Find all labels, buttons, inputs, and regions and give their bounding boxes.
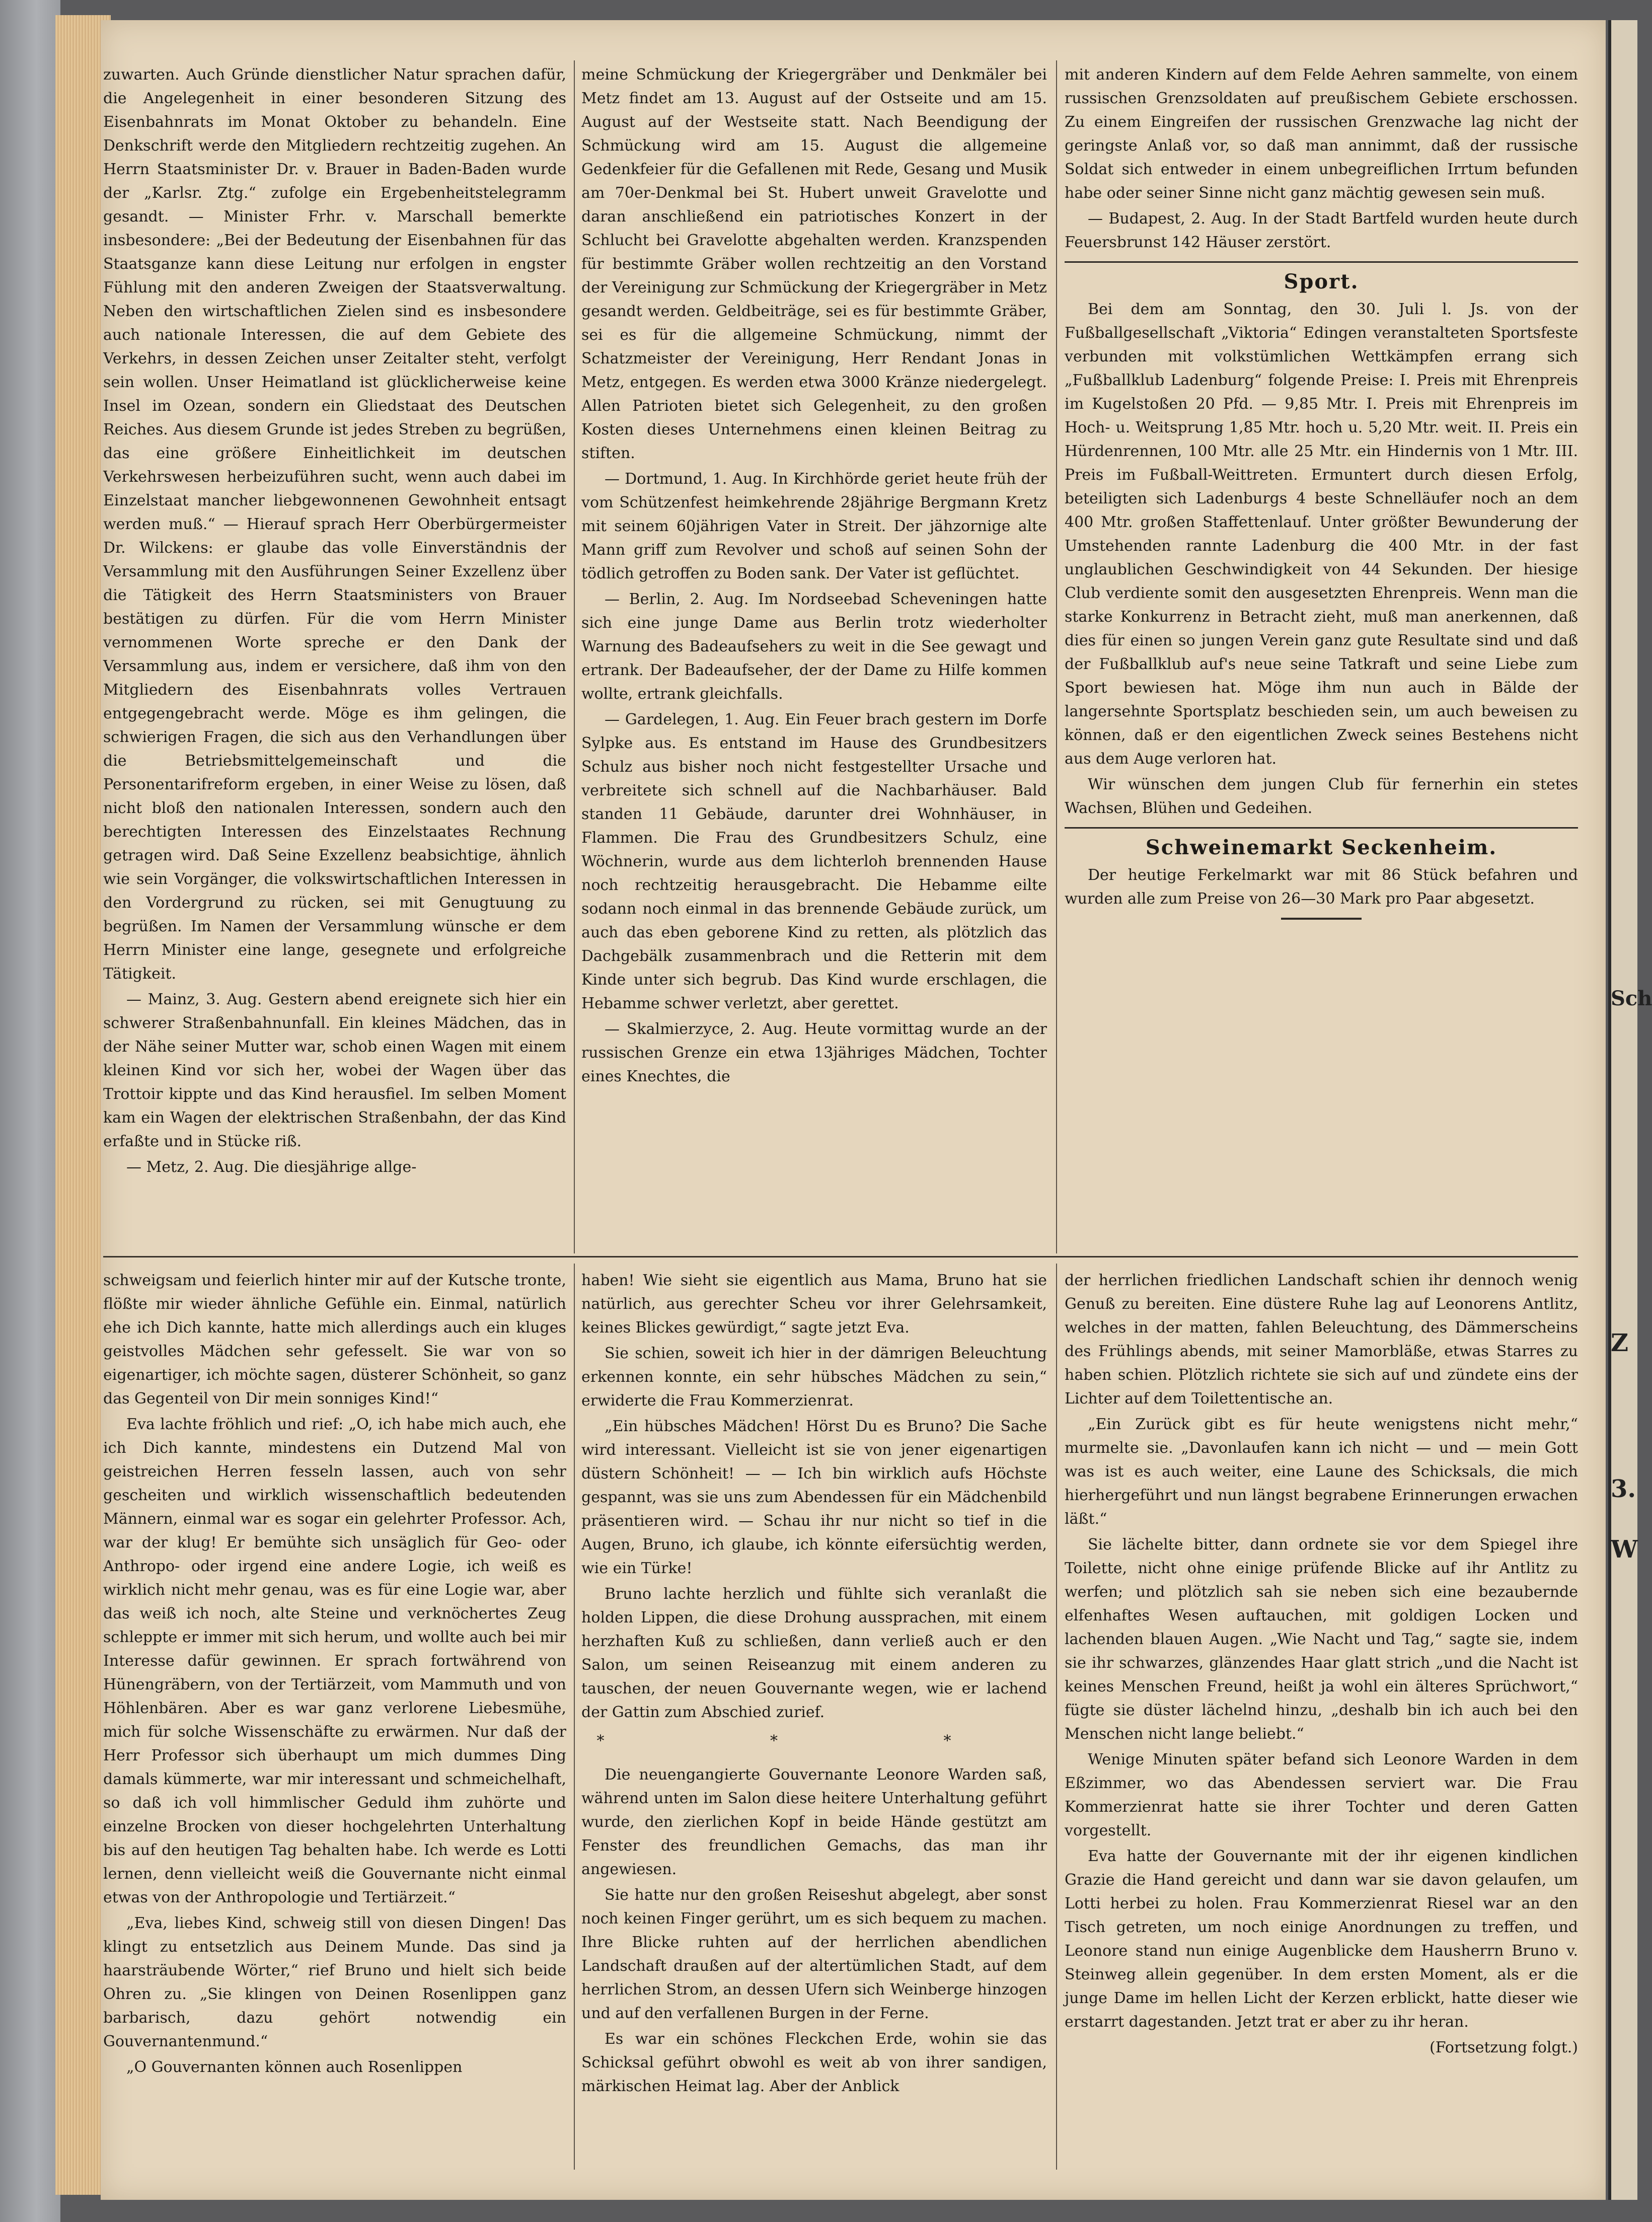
article-paragraph: meine Schmückung der Kriegergräber und Denkmäler bei Metz findet am 13. August auf der Ostseite und am 15. August auf der Westseite statt. Nach Beendigung der Schmückung wird am 15. August die allgemeine Gedenkfeier für die Gefallenen mit Rede, Gesang und Musik am 70er-Denkmal bei St. Hubert unweit Gravelotte und daran anschließend ein patriotisches Konzert in der Schlucht bei Gravelotte abgehalten werden. Kranzspenden für bestimmte Gräber wollen rechtzeitig an den Vorstand der Vereinigung zur Schmückung der Kriegergräber in Metz gesandt werden. Geldbeiträge, sei es für bestimmte Gräber, sei es für die allgemeine Schmückung, nimmt der Schatzmeister der Vereinigung, Herr Rendant Jonas in Metz, entgegen. Es werden etwa 3000 Kränze niedergelegt. Allen Patrioten bietet sich Gelegenheit, zu den großen Kosten dieses Unternehmens einen kleinen Beitrag zu stiften. [581, 66, 1047, 462]
story-paragraph: „Eva, liebes Kind, schweig still von diesen Dingen! Das klingt zu entsetzlich aus Deinem Munde. Das sind ja haarsträubende Wörter,“ rief Bruno und hielt sich beide Ohren zu. „Sie klingen von Deinen Rosenlippen ganz barbarisch, dazu gehört notwendig ein Gouvernantenmund.“ [103, 1914, 566, 2050]
article-paragraph: — Berlin, 2. Aug. Im Nordseebad Scheveningen hatte sich eine junge Dame aus Berlin trotz wiederholter Warnung des Badeaufsehers zu weit in die See gewagt und ertrank. Der Badeaufseher, der der Dame zu Hilfe kommen wollte, ertrank gleichfalls. [581, 590, 1047, 703]
section-divider [1065, 827, 1578, 829]
feuilleton-column-2 [581, 1269, 1047, 2175]
article-paragraph: Der heutige Ferkelmarkt war mit 86 Stück befahren und wurden alle zum Preise von 26—30 Mark pro Paar abgesetzt. [1065, 866, 1578, 908]
article-paragraph: — Skalmierzyce, 2. Aug. Heute vormittag wurde an der russischen Grenze ein etwa 13jähriges Mädchen, Tochter eines Knechtes, die [581, 1020, 1047, 1085]
story-paragraph: haben! Wie sieht sie eigentlich aus Mama, Bruno hat sie natürlich, aus gerechter Scheu vor ihrer Gelehrsamkeit, keines Blickes gewürdigt,“ sagte jetzt Eva. [581, 1272, 1047, 1337]
story-paragraph: Es war ein schönes Fleckchen Erde, wohin sie das Schicksal geführt obwohl es weit ab von ihrer sandigen, märkischen Heimat lag. Aber der Anblick [581, 2030, 1047, 2095]
article-paragraph: — Dortmund, 1. Aug. In Kirchhörde geriet heute früh der vom Schützenfest heimkehrende 28jährige Bergmann Kretz mit seinem 60jährigen Vater in Streit. Der jähzornige alte Mann griff zum Revolver und schoß auf seinen Sohn der tödlich getroffen zu Boden sank. Der Vater ist geflüchtet. [581, 470, 1047, 582]
story-paragraph: Sie hatte nur den großen Reiseshut abgelegt, aber sonst noch keinen Finger gerührt, um es sich bequem zu machen. Ihre Blicke ruhten auf der herrlichen abendlichen Landschaft draußen auf der altertümlichen Stadt, auf dem herrlichen Strom, an dessen Ufern sich Weinberge hinzogen und auf den verfallenen Burgen in der Ferne. [581, 1886, 1047, 2022]
column-rule [574, 60, 575, 1253]
adjacent-page-glyph: Z [1611, 1329, 1629, 1357]
column-rule [1056, 1264, 1057, 2170]
article-paragraph: Wir wünschen dem jungen Club für fernerhin ein stetes Wachsen, Blühen und Gedeihen. [1065, 776, 1578, 817]
article-paragraph: zuwarten. Auch Gründe dienstlicher Natur sprachen dafür, die Angelegenheit in einer besonderen Sitzung des Eisenbahnrats im Monat Oktober zu behandeln. Eine Denkschrift werde den Mitgliedern rechtzeitig zugehen. An Herrn Staatsminister Dr. v. Brauer in Baden-Baden wurde der „Karlsr. Ztg.“ zufolge ein Ergebenheitstelegramm gesandt. — Minister Frhr. v. Marschall bemerkte insbesondere: „Bei der Bedeutung der Eisenbahnen für das Staatsganze kann diese Leitung nur erfolgen in engster Fühlung mit den anderen Zweigen der Staatsverwaltung. Neben den wirtschaftlichen Zielen sind es insbesondere auch nationale Interessen, die auf dem Gebiete des Verkehrs, in dessen Zeichen unser Zeitalter steht, verfolgt sein wollen. Unser Heimatland ist glücklicherweise keine Insel im Ozean, sondern ein Gliedstaat des Deutschen Reiches. Aus diesem Grunde ist jedes Streben zu begrüßen, das eine größere Einheitlichkeit im deutschen Verkehrswesen herbeizuführen sucht, wenn auch dabei im Einzelstaat mancher liebgewonnenen Gewohnheit entsagt werden muß.“ — Hierauf sprach Herr Oberbürgermeister Dr. Wilckens: er glaube das volle Einverständnis der Versammlung mit den Ausführungen Seiner Exzellenz über die Tätigkeit des Herrn Staatsministers von Brauer bestätigen zu dürfen. Für die vom Herrn Minister vernommenen Worte spreche er den Dank der Versammlung aus, indem er versichere, daß ihm von den Mitgliedern des Eisenbahnrats volles Vertrauen entgegengebracht werde. Möge es ihm gelingen, die schwierigen Fragen, die sich aus den Verhandlungen über die Betriebsmittelgemeinschaft und die Personentarifreform ergeben, in einer Weise zu lösen, daß nicht bloß den nationalen Interessen, sondern auch den berechtigten Interessen des Einzelstaates Rechnung getragen wird. Daß Seine Exzellenz beabsichtige, ähnlich wie sein Vorgänger, die volkswirtschaftlichen Interessen in den Vordergrund zu rücken, sei mit Genugtuung zu begrüßen. Im Namen der Versammlung wünsche er dem Herrn Minister eine lange, gesegnete und erfolgreiche Tätigkeit. [103, 66, 566, 983]
story-paragraph: Eva lachte fröhlich und rief: „O, ich habe mich auch, ehe ich Dich kannte, mindestens ein Dutzend Mal von geistreichen Herren fesseln lassen, auch von sehr gescheiten und wirklich wissenschaftlich bedeutenden Männern, einmal war es sogar ein gelehrter Professor. Ach, war der klug! Er bemühte sich unsäglich für Geo- oder Anthropo- oder irgend eine andere Logie, ich weiß es wirklich nicht mehr genau, was es für eine Logie war, aber das weiß ich noch, alte Steine und verknöchertes Zeug schleppte er immer mit sich herum, und wollte auch bei mir Interesse dafür gewinnen. Er sprach fortwährend von Hünengräbern, von der Tertiärzeit, vom Mammuth und von Höhlenbären. Aber es war ganz verlorene Liebesmühe, mich für solche Wissenschäfte zu erwärmen. Nur daß der Herr Professor sich überhaupt um mich dummes Ding damals kümmerte, war mir interessant und schmeichelhaft, so daß ich voll himmlischer Geduld ihm zuhörte und einzelne Brocken von dieser hochgelehrten Unterhaltung bis auf den heutigen Tag behalten habe. Ich werde es Lotti lernen, denn vielleicht weiß die Gouvernante nicht einmal etwas von der Anthropologie und Tertiärzeit.“ [103, 1416, 566, 1906]
story-paragraph: „Ein Zurück gibt es für heute wenigstens nicht mehr,“ murmelte sie. „Davonlaufen kann ich nicht — und — mein Gott was ist es auch weiter, eine Laune des Schicksals, die mich hierhergeführt und nun längst begrabene Erinnerungen erwachen läßt.“ [1065, 1416, 1578, 1528]
story-paragraph: „Ein hübsches Mädchen! Hörst Du es Bruno? Die Sache wird interessant. Vielleicht ist sie von jener eigenartigen düstern Schönheit! — — Ich bin wirklich aufs Höchste gespannt, was sie uns zum Abendessen für ein Mädchenbild präsentieren wird. — Schau ihr nur nicht so tief in die Augen, Bruno, ich glaube, ich könnte eifersüchtig werden, wie ein Türke! [581, 1418, 1047, 1577]
scene-break-stars: * * * [596, 1732, 1032, 1750]
story-paragraph: Wenige Minuten später befand sich Leonore Warden in dem Eßzimmer, wo das Abendessen serviert war. Die Frau Kommerzienrat hatte sie ihrer Tochter und deren Gatten vorgestellt. [1065, 1751, 1578, 1839]
section-heading-market: Schweinemarkt Seckenheim. [1145, 836, 1497, 859]
news-column-3 [1065, 63, 1578, 1241]
story-paragraph: schweigsam und feierlich hinter mir auf der Kutsche tronte, flößte mir wieder ähnliche Gefühle ein. Einmal, natürlich ehe ich Dich kannte, hatte mich allerdings auch ein kluges geistvolles Mädchen sehr gefesselt. Sie war von so eigenartiger, ich möchte sagen, düsterer Schönheit, so ganz das Gegenteil von Dir mein sonniges Kind!“ [103, 1272, 566, 1408]
book-binding [0, 0, 60, 2222]
feuilleton-column-3 [1065, 1269, 1578, 2175]
column-rule [1056, 60, 1057, 1253]
news-column-2 [581, 63, 1047, 1241]
story-paragraph: Eva hatte der Gouvernante mit der ihr eigenen kindlichen Grazie die Hand gereicht und dann war sie davon gelaufen, um Lotti herbei zu holen. Frau Kommerzienrat Riesel war an den Tisch getreten, um noch einige Anordnungen zu treffen, und Leonore stand nun einige Augenblicke dem Hausherrn Bruno v. Steinweg allein gegenüber. In dem ersten Moment, als er die junge Dame im hellen Licht der Kerzen erblickt, hatte dieser wie erstarrt dagestanden. Jetzt trat er aber zu ihr heran. [1065, 1847, 1578, 2031]
article-paragraph: — Mainz, 3. Aug. Gestern abend ereignete sich hier ein schwerer Straßenbahnunfall. Ein kleines Mädchen, das in der Nähe seiner Mutter war, schob einen Wagen mit einem kleinen Kind vor sich her, wobei der Wagen über das Trottoir kippte und das Kind herausfiel. Im selben Moment kam ein Wagen der elektrischen Straßenbahn, der das Kind erfaßte und in Stücke riß. [103, 991, 566, 1150]
story-paragraph: Sie lächelte bitter, dann ordnete sie vor dem Spiegel ihre Toilette, nicht ohne einige prüfende Blicke auf ihr Antlitz zu werfen; und plötzlich sah sie neben sich eine bezaubernde elfenhaftes Wesen auftauchen, mit goldigen Locken und lachenden blauen Augen. „Wie Nacht und Tag,“ sagte sie, indem sie ihr schwarzes, glänzendes Haar glatt strich „und die Nacht ist keines Menschen Freund, heißt ja wohl ein älteres Sprüchwort,“ fügte sie düster lächelnd hinzu, „deshalb bin ich auch bei den Menschen nicht lange beliebt.“ [1065, 1536, 1578, 1743]
story-paragraph: „O Gouvernanten können auch Rosenlippen [126, 2058, 463, 2076]
story-paragraph: Bruno lachte herzlich und fühlte sich veranlaßt die holden Lippen, die diese Drohung aussprachen, mit einem herzhaften Kuß zu schließen, dann verließ auch er den Salon, um seinen Reiseanzug mit einem anderen zu tauschen, der neuen Gouvernante wegen, wie er lachend der Gattin zum Abschied zurief. [581, 1585, 1047, 1721]
column-rule [574, 1264, 575, 2170]
story-paragraph: Die neuengangierte Gouvernante Leonore Warden saß, während unten im Salon diese heitere Unterhaltung geführt wurde, den zierlichen Kopf in beide Hände gestützt am Fenster des freundlichen Gemachs, das man ihr angewiesen. [581, 1766, 1047, 1878]
article-paragraph: — Gardelegen, 1. Aug. Ein Feuer brach gestern im Dorfe Sylpke aus. Es entstand im Hause des Grundbesitzers Schulz aus bisher noch nicht festgestellter Ursache und verbreitete sich schnell auf die Nachbarhäuser. Bald standen 11 Gebäude, darunter drei Wohnhäuser, in Flammen. Die Frau des Grundbesitzers Schulz, eine Wöchnerin, wurde aus dem lichterloh brennenden Hause noch rechtzeitig herausgebracht. Die Hebamme eilte sodann noch einmal in das brennende Gebäude zurück, um auch das eben geborene Kind zu retten, als plötzlich das Dachgebälk zusammenbrach und die Retterin mit dem Kinde unter sich begrub. Das Kind wurde erschlagen, die Hebamme schwer verletzt, aber gerettet. [581, 711, 1047, 1012]
article-paragraph: mit anderen Kindern auf dem Felde Aehren sammelte, von einem russischen Grenzsoldaten auf preußischem Gebiete erschossen. Zu einem Eingreifen der russischen Grenzwache lag nicht der geringste Anlaß vor, so daß man annimmt, daß der russische Soldat sich entweder in einem unbegreiflichen Irrtum befunden habe oder seiner Sinne nicht ganz mächtig gewesen sein muß. [1065, 66, 1578, 202]
adjacent-page-glyph: 3. [1611, 1475, 1636, 1503]
adjacent-page-strip [1608, 20, 1637, 2200]
news-column-1 [103, 63, 566, 1241]
article-paragraph: — Budapest, 2. Aug. In der Stadt Bartfeld wurden heute durch Feuersbrunst 142 Häuser zerstört. [1065, 210, 1578, 251]
article-paragraph: — Metz, 2. Aug. Die diesjährige allge- [126, 1158, 417, 1176]
article-paragraph: Bei dem am Sonntag, den 30. Juli l. Js. von der Fußballgesellschaft „Viktoria“ Edingen veranstalteten Sportsfeste verbunden mit volkstümlichen Wettkämpfen errang sich „Fußballklub Ladenburg“ folgende Preise: I. Preis mit Ehrenpreis im Kugelstoßen 20 Pfd. — 9,85 Mtr. I. Preis mit Ehrenpreis im Hoch- u. Weitsprung 1,85 Mtr. hoch u. 5,20 Mtr. weit. II. Preis ein Hürdenrennen, 100 Mtr. alle 25 Mtr. ein Hindernis von 1 Mtr. III. Preis im Fußball-Weittreten. Ermuntert durch diesen Erfolg, beteiligten sich Ladenburgs 4 beste Schnelläufer noch an dem 400 Mtr. großen Staffettenlauf. Unter größter Bewunderung der Umstehenden rannte Ladenburg die 400 Mtr. in der fast unglaublichen Geschwindigkeit von 44 Sekunden. Der hiesige Club verdiente somit den ausgesetzten Ehrenpreis. Wenn man die starke Konkurrenz in Betracht zieht, muß man anerkennen, daß dies für einen so jungen Verein ganz gute Resultate sind und daß der Fußballklub auf's neue seine Tatkraft und seine Liebe zum Sport bewiesen hat. Möge ihm nun auch in Bälde der langersehnte Sportsplatz beschieden sein, um auch beweisen zu können, daß er den eigentlichen Zweck seines Bestehens nicht aus dem Auge verloren hat. [1065, 301, 1578, 768]
feuilleton-rule [103, 1256, 1578, 1257]
end-rule [1281, 918, 1362, 920]
story-paragraph: der herrlichen friedlichen Landschaft schien ihr dennoch wenig Genuß zu bereiten. Eine düstere Ruhe lag auf Leonorens Antlitz, welches in der matten, fahlen Beleuchtung, des Dämmerscheins des Frühlings abends, mit seiner Mamorbläße, etwas Starres zu haben schien. Plötzlich richtete sie sich auf und zündete eins der Lichter auf dem Toilettentische an. [1065, 1272, 1578, 1408]
section-heading-sport: Sport. [1284, 270, 1359, 293]
story-paragraph: Sie schien, soweit ich hier in der dämrigen Beleuchtung erkennen konnte, ein sehr hübsches Mädchen zu sein,“ erwiderte die Frau Kommerzienrat. [581, 1345, 1047, 1410]
section-divider [1065, 261, 1578, 263]
continuation-note: (Fortsetzung folgt.) [1430, 2039, 1578, 2056]
adjacent-page-glyph: W [1611, 1535, 1638, 1564]
adjacent-page-glyph: Sch [1611, 987, 1652, 1010]
feuilleton-column-1 [103, 1269, 566, 2175]
